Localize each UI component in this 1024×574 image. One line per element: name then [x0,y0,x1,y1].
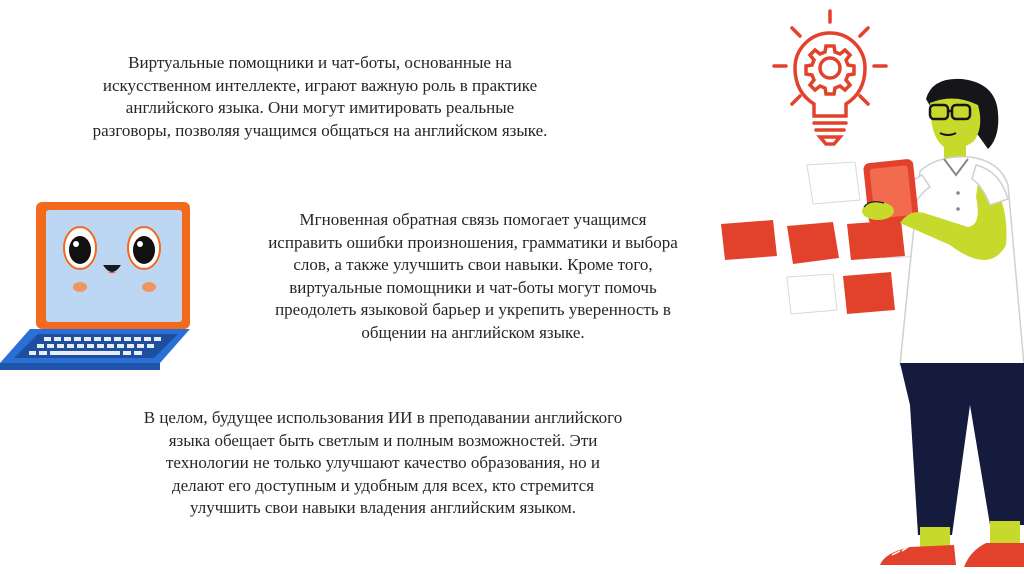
paragraph-line: слов, а также улучшить свои навыки. Кроме того, [293,255,653,274]
paragraph-line: английского языка. Они могут имитировать реальные [125,98,515,117]
paragraph-line: В целом, будущее использования ИИ в преподавании английского [143,408,623,427]
paragraph-line: исправить ошибки произношения, грамматики и выбора [268,232,678,252]
paragraph-line: делают его доступным и удобным для всех, кто стремится [171,475,595,495]
paragraph-line: технологии не только улучшают качество образования, но и [166,453,600,472]
paragraph-line: искусственном интеллекте, играют важную роль в практике [102,75,538,95]
paragraph-feedback [228,209,718,344]
laptop-face-icon [0,195,195,375]
paragraph-line: разговоры, позволяя учащимся общаться на английском языке. [92,120,548,140]
paragraph-conclusion [88,407,678,520]
paragraph-line: общении на английском языке. [361,322,585,342]
paragraph-line: языка обещает быть светлым и полным возможностей. Эти [168,430,598,450]
paragraph-line: Виртуальные помощники и чат-боты, основанные на [128,53,512,72]
paragraph-line: преодолеть языковой барьер и укрепить уверенность в [275,300,671,319]
paragraph-line: улучшить свои навыки владения английским языком. [189,498,577,517]
person-with-tablet-icon [840,75,1024,574]
paragraph-line: Мгновенная обратная связь помогает учащимся [299,210,647,229]
paragraph-line: виртуальные помощники и чат-боты могут помочь [289,277,657,297]
paragraph-chatbots [40,52,600,142]
